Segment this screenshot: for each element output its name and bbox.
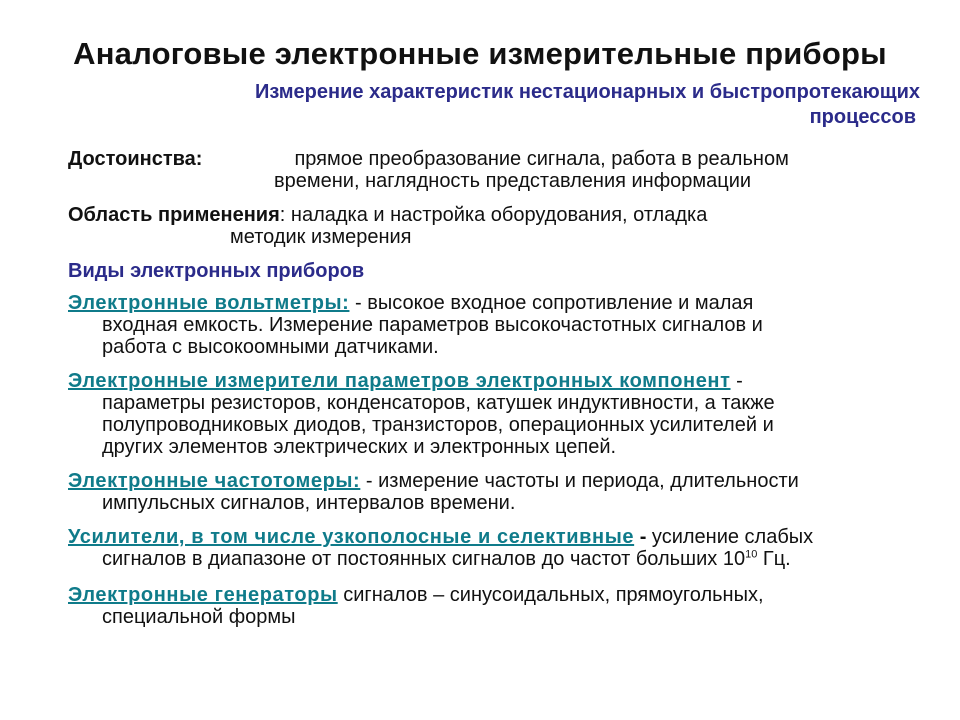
- voltmeters-line-2: входная емкость. Измерение параметров высокочастотных сигналов и: [102, 314, 763, 336]
- component-meters-dash: -: [730, 370, 743, 392]
- generators-line-2: специальной формы: [102, 606, 296, 628]
- amplifiers-unit: Гц.: [757, 548, 791, 570]
- voltmeters-paragraph: [68, 292, 928, 358]
- frequency-meters-paragraph: [68, 470, 928, 514]
- amplifiers-line-1: усиление слабых: [651, 526, 814, 548]
- voltmeters-line-3: работа с высокоомными датчиками.: [102, 336, 439, 358]
- component-meters-link[interactable]: Электронные измерители параметров электронных компонент: [68, 370, 731, 392]
- frequency-meters-link[interactable]: Электронные частотомеры:: [68, 470, 361, 492]
- voltmeters-line-1: - высокое входное сопротивление и малая: [349, 292, 754, 314]
- generators-line-1: сигналов – синусоидальных, прямоугольных,: [337, 584, 764, 606]
- generators-link[interactable]: Электронные генераторы: [68, 584, 338, 606]
- application-paragraph: [68, 204, 928, 248]
- application-label: Область применения: [68, 204, 280, 226]
- amplifiers-link[interactable]: Усилители, в том числе узкополосные и селективные: [68, 526, 635, 548]
- types-heading-paragraph: [68, 260, 928, 282]
- advantages-label: Достоинства:: [68, 148, 203, 170]
- component-meters-line-1: параметры резисторов, конденсаторов, катушек индуктивности, а также: [102, 392, 775, 414]
- slide-subtitle: [120, 80, 920, 130]
- amplifiers-line-2: сигналов в диапазоне от постоянных сигналов до частот больших 10: [102, 548, 746, 570]
- amplifiers-dash: -: [634, 526, 652, 548]
- frequency-meters-line-1: - измерение частоты и периода, длительности: [360, 470, 799, 492]
- advantages-paragraph: [68, 148, 928, 192]
- slide-title: Аналоговые электронные измерительные приборы: [73, 36, 887, 71]
- application-line-2: методик измерения: [230, 226, 412, 248]
- amplifiers-line-2-wrap: [68, 548, 928, 570]
- application-colon: :: [279, 204, 286, 226]
- component-meters-paragraph: [68, 370, 928, 458]
- component-meters-line-2: полупроводниковых диодов, транзисторов, операционных усилителей и: [102, 414, 774, 436]
- subtitle-line-2: процессов: [809, 106, 916, 128]
- advantages-line-2: времени, наглядность представления информации: [274, 170, 752, 192]
- voltmeters-link[interactable]: Электронные вольтметры:: [68, 292, 350, 314]
- amplifiers-paragraph: [68, 526, 928, 570]
- application-line-1: наладка и настройка оборудования, отладка: [285, 204, 708, 226]
- subtitle-line-1: Измерение характеристик нестационарных и быстропротекающих: [254, 81, 920, 103]
- advantages-line-1: прямое преобразование сигнала, работа в реальном: [294, 148, 789, 170]
- amplifiers-exponent: 10: [745, 548, 758, 561]
- generators-paragraph: [68, 584, 928, 628]
- frequency-meters-line-2: импульсных сигналов, интервалов времени.: [102, 492, 516, 514]
- types-heading: Виды электронных приборов: [68, 260, 365, 282]
- component-meters-line-3: других элементов электрических и электронных цепей.: [102, 436, 617, 458]
